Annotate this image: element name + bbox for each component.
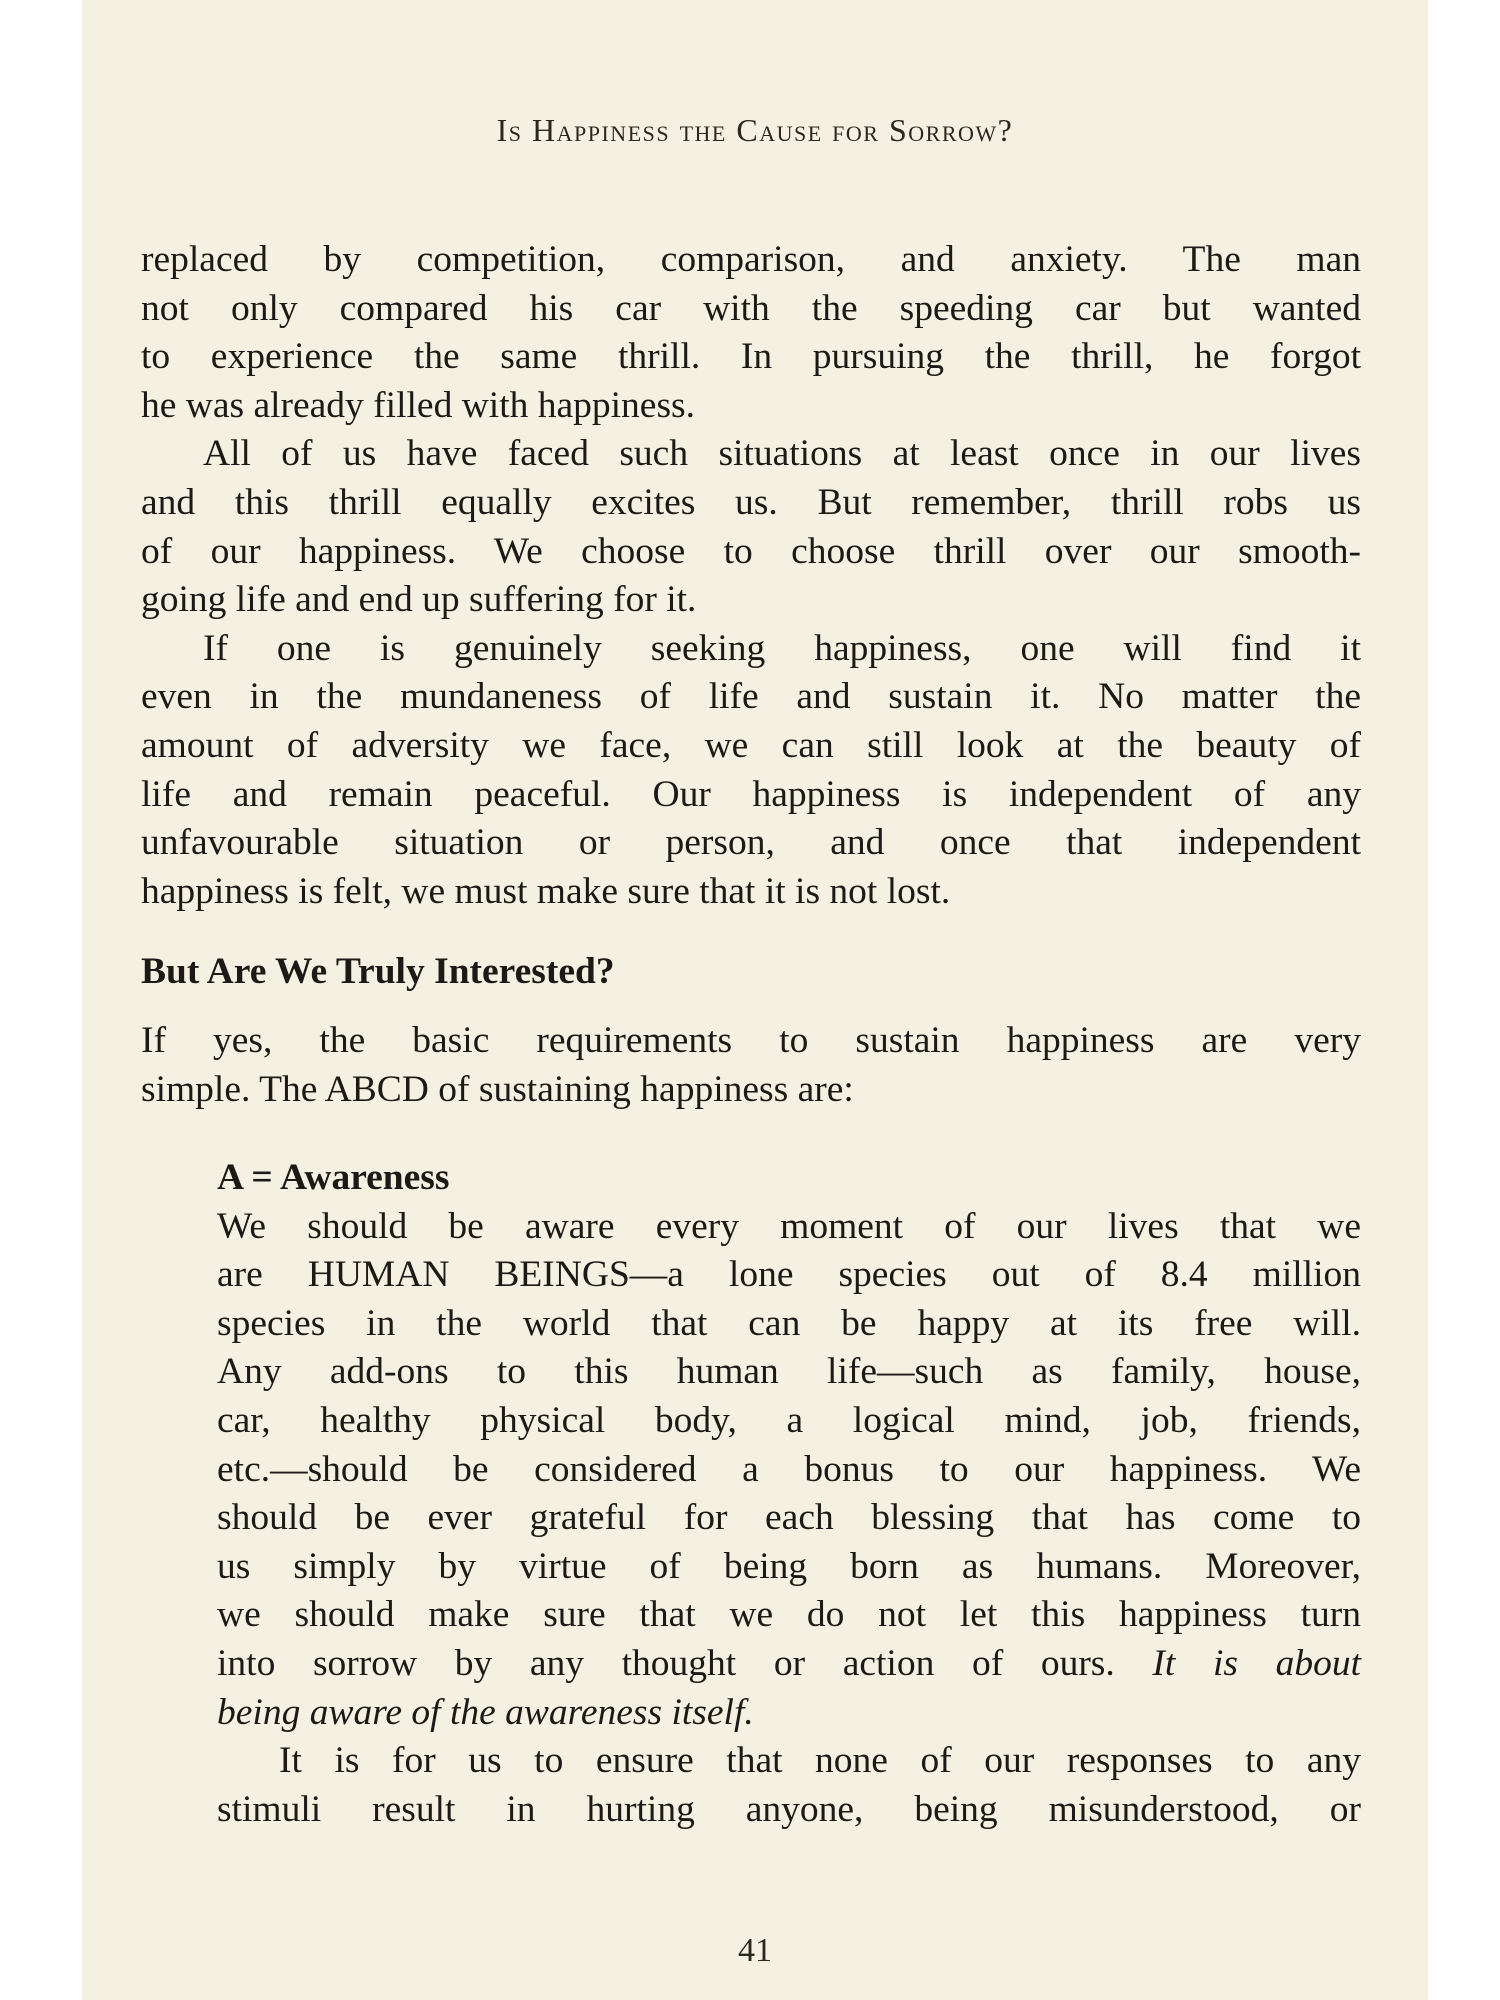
paragraph-4 — [141, 1017, 1361, 1114]
text-line: us simply by virtue of being born as humans. Moreover, — [217, 1545, 1361, 1587]
text-line: happiness is felt, we must make sure that it is not lost. — [141, 870, 951, 912]
text-line: We should be aware every moment of our lives that we — [217, 1205, 1361, 1247]
text-line — [217, 1640, 1361, 1689]
paragraph-1 — [141, 236, 1361, 430]
text-line: car, healthy physical body, a logical mind, job, friends, — [217, 1400, 1361, 1442]
text-line: of our happiness. We choose to choose thrill over our smooth- — [141, 530, 1361, 572]
text-line: and this thrill equally excites us. But remember, thrill robs us — [141, 481, 1361, 523]
page-number: 41 — [738, 1932, 772, 1969]
paragraph-5 — [217, 1203, 1361, 1738]
text-line: we should make sure that we do not let this happiness turn — [217, 1594, 1361, 1636]
text-roman: into sorrow by any thought or action of ours. — [217, 1643, 1153, 1685]
text-italic: being aware of the awareness itself. — [217, 1691, 754, 1733]
text-line: It is for us to ensure that none of our responses to any — [279, 1740, 1361, 1782]
text-line: even in the mundaneness of life and sustain it. No matter the — [141, 676, 1361, 718]
text-line — [217, 1689, 1361, 1738]
text-line: If yes, the basic requirements to sustain happiness are very — [141, 1019, 1361, 1061]
text-line: species in the world that can be happy at its free will. — [217, 1302, 1361, 1344]
text-line: unfavourable situation or person, and once that independent — [141, 822, 1361, 864]
text-line: All of us have faced such situations at least once in our lives — [203, 433, 1361, 475]
subsection-heading: A = Awareness — [217, 1157, 450, 1199]
text-line: Any add-ons to this human life—such as family, house, — [217, 1351, 1361, 1393]
text-line: are HUMAN BEINGS—a lone species out of 8.4 million — [217, 1254, 1361, 1296]
text-line: amount of adversity we face, we can still look at the beauty of — [141, 724, 1361, 766]
paragraph-6 — [217, 1737, 1361, 1834]
text-line: not only compared his car with the speeding car but wanted — [141, 287, 1361, 329]
paragraph-2 — [141, 430, 1361, 624]
running-head: Is Happiness the Cause for Sorrow? — [496, 112, 1014, 148]
text-line: stimuli result in hurting anyone, being misunderstood, or — [217, 1788, 1361, 1830]
text-line: going life and end up suffering for it. — [141, 579, 697, 621]
text-line: should be ever grateful for each blessing that has come to — [217, 1497, 1361, 1539]
text-line: life and remain peaceful. Our happiness is independent of any — [141, 773, 1361, 815]
text-italic: It is about — [1152, 1643, 1361, 1685]
text-line: If one is genuinely seeking happiness, one will find it — [203, 627, 1361, 669]
page-body — [141, 236, 1361, 1834]
text-line: to experience the same thrill. In pursuing the thrill, he forgot — [141, 336, 1361, 378]
book-page — [82, 0, 1428, 2000]
text-line: etc.—should be considered a bonus to our happiness. We — [217, 1448, 1361, 1490]
text-line: he was already filled with happiness. — [141, 384, 696, 426]
text-line: replaced by competition, comparison, and anxiety. The man — [141, 239, 1361, 280]
section-heading: But Are We Truly Interested? — [141, 951, 615, 993]
paragraph-3 — [141, 625, 1361, 917]
text-line: simple. The ABCD of sustaining happiness are: — [141, 1068, 854, 1110]
